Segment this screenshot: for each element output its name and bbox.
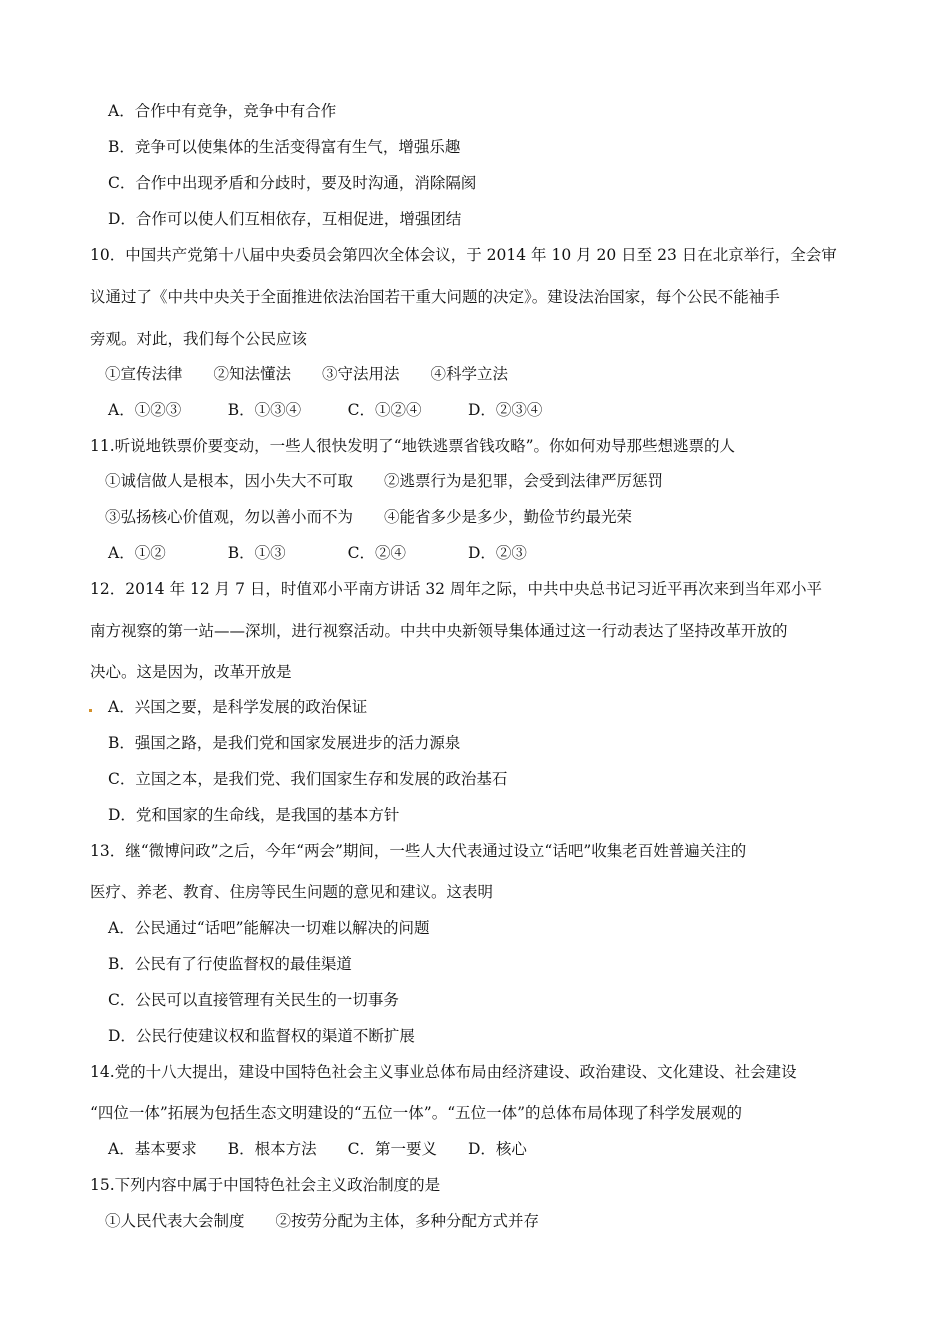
q14-options: A．基本要求 B．根本方法 C．第一要义 D．核心 [108, 1140, 527, 1158]
q12-option-d: D．党和国家的生命线，是我国的基本方针 [108, 806, 400, 824]
q12-stem-line2: 南方视察的第一站——深圳，进行视察活动。中共中央新领导集体通过这一行动表达了坚持改革开放的 [90, 622, 788, 640]
q11-options: A．①② B．①③ C．②④ D．②③ [108, 544, 527, 562]
q11-statements-line2: ③弘扬核心价值观，勿以善小而不为 ④能省多少是多少，勤俭节约最光荣 [105, 508, 633, 526]
q9-option-d: D．合作可以使人们互相依存，互相促进，增强团结 [108, 210, 462, 228]
q13-option-d: D．公民行使建议权和监督权的渠道不断扩展 [108, 1027, 415, 1045]
q10-stem-line3: 旁观。对此，我们每个公民应该 [90, 330, 308, 348]
q10-options: A．①②③ B．①③④ C．①②④ D．②③④ [108, 401, 543, 419]
q13-option-c: C．公民可以直接管理有关民生的一切事务 [108, 991, 399, 1009]
q13-stem-line1: 13．继“微博问政”之后，今年“两会”期间，一些人大代表通过设立“话吧”收集老百姓普遍关注的 [90, 842, 747, 860]
highlight-mark [89, 709, 92, 712]
q15-statements: ①人民代表大会制度 ②按劳分配为主体，多种分配方式并存 [105, 1212, 540, 1230]
q15-stem: 15.下列内容中属于中国特色社会主义政治制度的是 [90, 1176, 441, 1194]
q11-statements-line1: ①诚信做人是根本，因小失大不可取 ②逃票行为是犯罪，会受到法律严厉惩罚 [105, 472, 664, 490]
q11-stem: 11.听说地铁票价要变动，一些人很快发明了“地铁逃票省钱攻略”。你如何劝导那些想逃票的人 [90, 437, 736, 455]
q13-option-a: A．公民通过“话吧”能解决一切难以解决的问题 [108, 919, 430, 937]
q10-stem-line2: 议通过了《中共中央关于全面推进依法治国若干重大问题的决定》。建设法治国家，每个公民不能袖手 [90, 288, 780, 306]
q9-option-a: A．合作中有竞争，竞争中有合作 [108, 102, 337, 120]
q14-stem-line1: 14.党的十八大提出，建设中国特色社会主义事业总体布局由经济建设、政治建设、文化建设、社会建设 [90, 1063, 797, 1081]
q10-statements: ①宣传法律 ②知法懂法 ③守法用法 ④科学立法 [105, 365, 509, 383]
q9-option-c: C．合作中出现矛盾和分歧时，要及时沟通，消除隔阂 [108, 174, 477, 192]
q10-stem-line1: 10．中国共产党第十八届中央委员会第四次全体会议，于 2014 年 10 月 20 日至 23 日在北京举行，全会审 [90, 246, 837, 264]
q12-option-a: A．兴国之要，是科学发展的政治保证 [108, 698, 368, 716]
q12-option-b: B．强国之路，是我们党和国家发展进步的活力源泉 [108, 734, 461, 752]
q12-option-c: C．立国之本，是我们党、我们国家生存和发展的政治基石 [108, 770, 508, 788]
q13-stem-line2: 医疗、养老、教育、住房等民生问题的意见和建议。这表明 [90, 883, 494, 901]
q12-stem-line1: 12．2014 年 12 月 7 日，时值邓小平南方讲话 32 周年之际，中共中央总书记习近平再次来到当年邓小平 [90, 580, 822, 598]
q12-stem-line3: 决心。这是因为，改革开放是 [90, 663, 292, 681]
q13-option-b: B．公民有了行使监督权的最佳渠道 [108, 955, 352, 973]
q9-option-b: B．竞争可以使集体的生活变得富有生气，增强乐趣 [108, 138, 461, 156]
q14-stem-line2: “四位一体”拓展为包括生态文明建设的“五位一体”。“五位一体”的总体布局体现了科学发展观的 [90, 1104, 743, 1122]
